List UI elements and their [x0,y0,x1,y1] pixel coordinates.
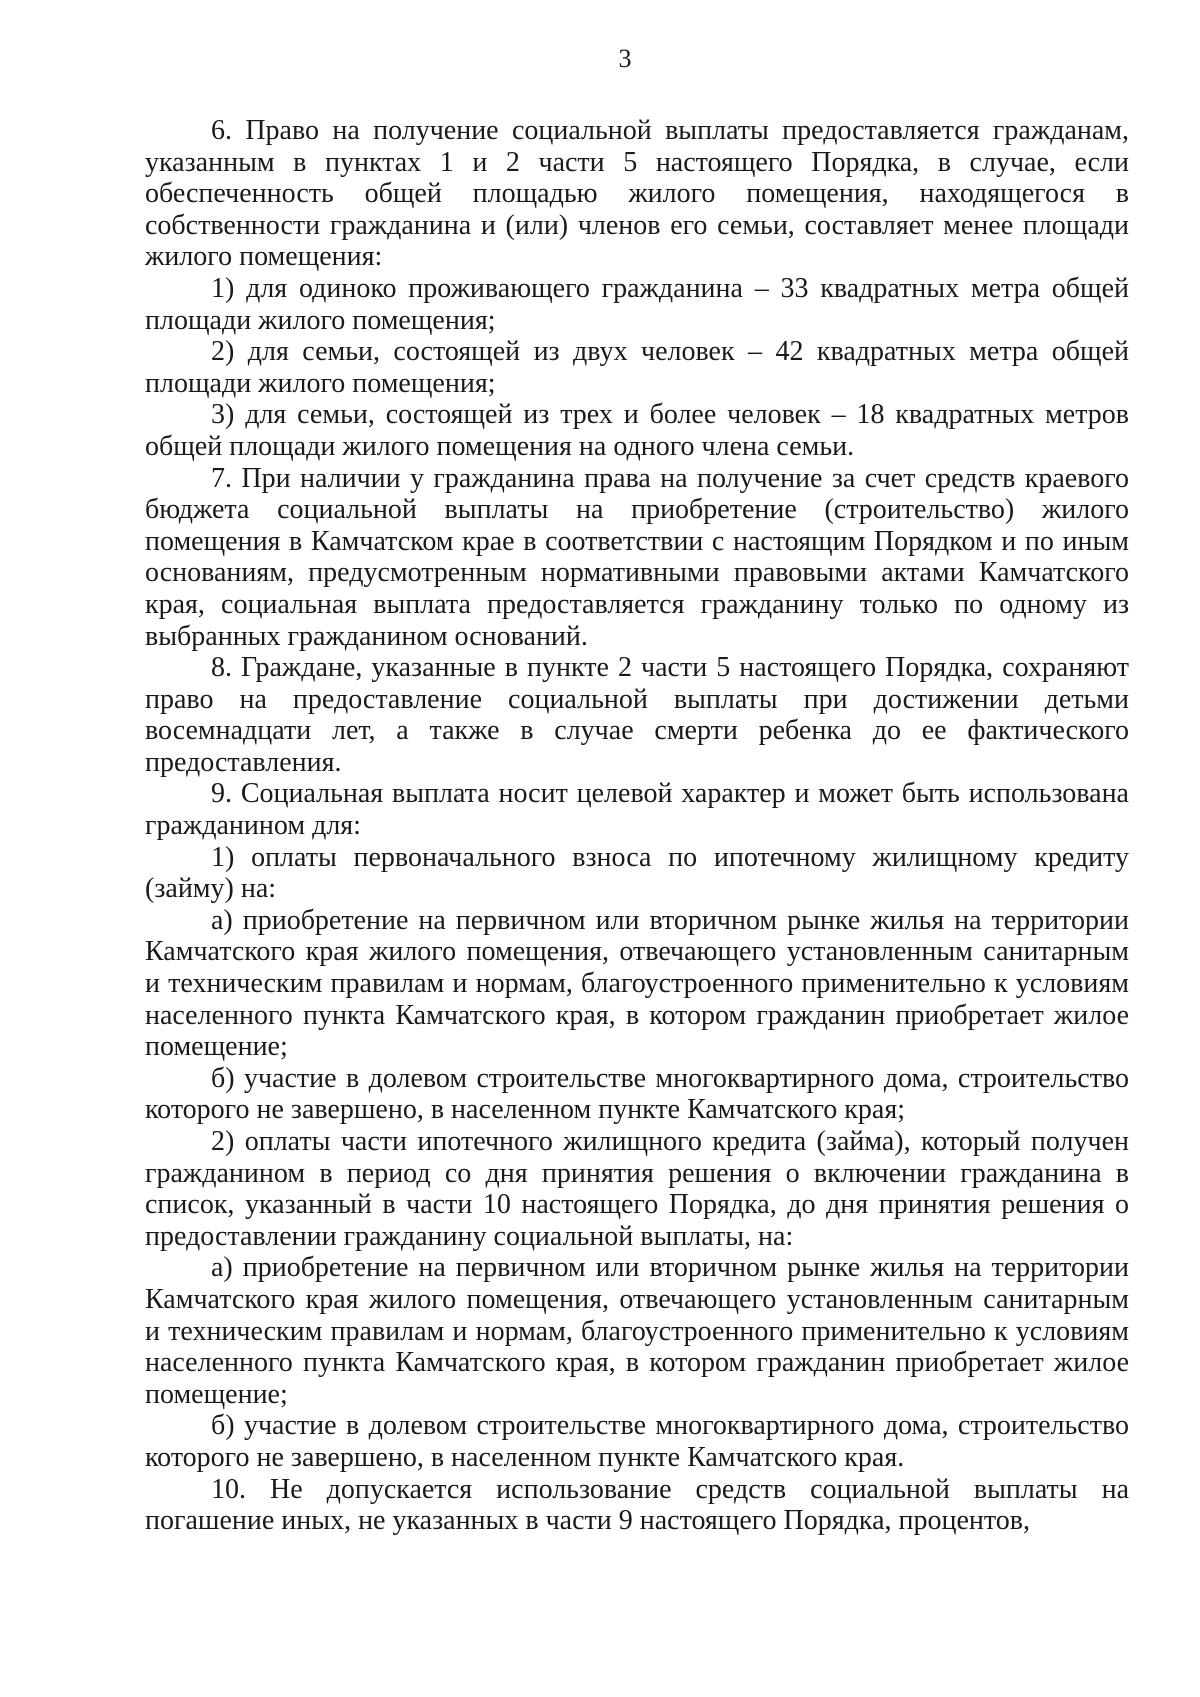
page-number: 3 [618,44,632,73]
paragraph-6: 6. Право на получение социальной выплаты предоставляется гражданам, указанным в пунктах 1 и 2 части 5 настоящего Порядка, в случае, если обеспеченность общей площадью жилого помещения, находящегося в собственности гражданина и (или) членов его семьи, составляет менее площади жилого помещения: [145,115,1129,273]
paragraph-9-item-1-b: б) участие в долевом строительстве многоквартирного дома, строительство которого не завершено, в населенном пункте Камчатского края; [145,1062,1129,1126]
paragraph-9-item-1: 1) оплаты первоначального взноса по ипотечному жилищному кредиту (займу) на: [145,841,1129,905]
paragraph-9-item-2: 2) оплаты части ипотечного жилищного кредита (займа), который получен гражданином в период со дня принятия решения о включении гражданина в список, указанный в части 10 настоящего Порядка, до дня принятия решения о предоставлении гражданину социальной выплаты, на: [145,1126,1129,1252]
paragraph-7: 7. При наличии у гражданина права на получение за счет средств краевого бюджета социальной выплаты на приобретение (строительство) жилого помещения в Камчатском крае в соответствии с настоящим Порядком и по иным основаниям, предусмотренным нормативными правовыми актами Камчатского края, социальная выплата предоставляется гражданину только по одному из выбранных гражданином оснований. [145,462,1129,652]
document-body [145,115,1129,1537]
paragraph-6-item-3: 3) для семьи, состоящей из трех и более человек – 18 квадратных метров общей площади жилого помещения на одного члена семьи. [145,399,1129,462]
paragraph-6-item-2: 2) для семьи, состоящей из двух человек – 42 квадратных метра общей площади жилого помещения; [145,336,1129,399]
paragraph-6-item-1: 1) для одиноко проживающего гражданина – 33 квадратных метра общей площади жилого помещения; [145,272,1129,336]
paragraph-8: 8. Граждане, указанные в пункте 2 части 5 настоящего Порядка, сохраняют право на предоставление социальной выплаты при достижении детьми восемнадцати лет, а также в случае смерти ребенка до ее фактического предоставления. [145,652,1129,778]
paragraph-9-item-2-b: б) участие в долевом строительстве многоквартирного дома, строительство которого не завершено, в населенном пункте Камчатского края. [145,1410,1129,1473]
paragraph-9: 9. Социальная выплата носит целевой характер и может быть использована гражданином для: [145,778,1129,842]
paragraph-10: 10. Не допускается использование средств социальной выплаты на погашение иных, не указанных в части 9 настоящего Порядка, процентов, [145,1473,1129,1537]
paragraph-9-item-1-a: а) приобретение на первичном или вторичном рынке жилья на территории Камчатского края жилого помещения, отвечающего установленным санитарным и техническим правилам и нормам, благоустроенного применительно к условиям населенного пункта Камчатского края, в котором гражданин приобретает жилое помещение; [145,904,1129,1063]
paragraph-9-item-2-a: а) приобретение на первичном или вторичном рынке жилья на территории Камчатского края жилого помещения, отвечающего установленным санитарным и техническим правилам и нормам, благоустроенного применительно к условиям населенного пункта Камчатского края, в котором гражданин приобретает жилое помещение; [145,1252,1129,1410]
